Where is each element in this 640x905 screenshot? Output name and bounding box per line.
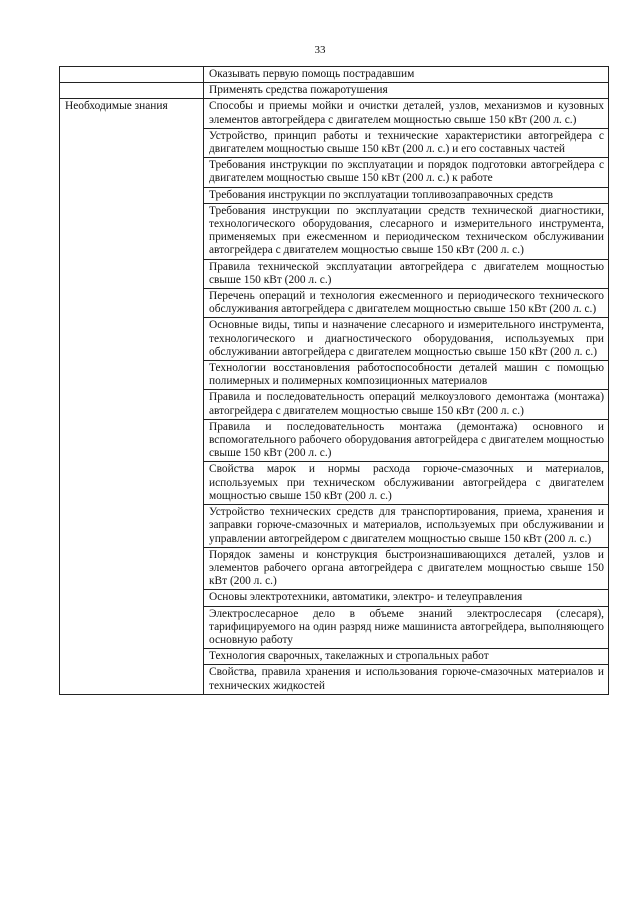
- knowledge-item: Требования инструкции по эксплуатации и порядок подготовки автогрейдера с двигателем мощностью свыше 150 кВт (200 л. с.) к работе: [204, 158, 609, 187]
- table-row: [60, 83, 609, 99]
- knowledge-label: Необходимые знания: [60, 99, 204, 694]
- knowledge-item: Перечень операций и технология ежесменного и периодического технического обслуживания автогрейдера с двигателем мощностью свыше 150 кВт (200 л. с.): [204, 289, 609, 318]
- skill-item: Применять средства пожаротушения: [204, 83, 609, 99]
- knowledge-item: Способы и приемы мойки и очистки деталей, узлов, механизмов и кузовных элементов автогрейдера с двигателем мощностью свыше 150 кВт (200 л. с.): [204, 99, 609, 128]
- knowledge-item: Правила и последовательность монтажа (демонтажа) основного и вспомогательного рабочего оборудования автогрейдера с двигателем мощностью свыше 150 кВт (200 л. с.): [204, 419, 609, 462]
- page-number: 33: [314, 44, 326, 56]
- knowledge-item: Технология сварочных, такелажных и стропальных работ: [204, 649, 609, 665]
- knowledge-item: Правила и последовательность операций мелкоузлового демонтажа (монтажа) автогрейдера с двигателем мощностью свыше 150 кВт (200 л. с.): [204, 390, 609, 419]
- knowledge-item: Основные виды, типы и назначение слесарного и измерительного инструмента, технологического и диагностического оборудования, используемых при обслуживании автогрейдера с двигателем мощностью свыше 150 кВт (200 л. с.): [204, 318, 609, 361]
- knowledge-item: Требования инструкции по эксплуатации топливозаправочных средств: [204, 187, 609, 203]
- table-row: [60, 99, 609, 128]
- table-row: [60, 67, 609, 83]
- knowledge-item: Устройство технических средств для транспортирования, приема, хранения и заправки горюче-смазочных и материалов, используемых при обслуживании и управлении автогрейдером с двигателем мощностью свыше 150 кВт (200 л. с.): [204, 505, 609, 548]
- knowledge-item: Требования инструкции по эксплуатации средств технической диагностики, технологического оборудования, слесарного и измерительного инструмента, применяемых при ежесменном и периодическом техническом обслуживании автогрейдера с двигателем мощностью свыше 150 кВт (200 л. с.): [204, 203, 609, 259]
- empty-label-cell: [60, 67, 204, 83]
- knowledge-item: Основы электротехники, автоматики, электро- и телеуправления: [204, 590, 609, 606]
- knowledge-item: Свойства, правила хранения и использования горюче-смазочных материалов и технических жидкостей: [204, 665, 609, 694]
- knowledge-item: Электрослесарное дело в объеме знаний электрослесаря (слесаря), тарифицируемого на один разряд ниже машиниста автогрейдера, выполняющего основную работу: [204, 606, 609, 649]
- qualification-table: [59, 66, 609, 695]
- skill-item: Оказывать первую помощь пострадавшим: [204, 67, 609, 83]
- empty-label-cell: [60, 83, 204, 99]
- knowledge-item: Технологии восстановления работоспособности деталей машин с помощью полимерных и полимерных композиционных материалов: [204, 361, 609, 390]
- knowledge-item: Правила технической эксплуатации автогрейдера с двигателем мощностью свыше 150 кВт (200 л. с.): [204, 259, 609, 288]
- knowledge-item: Порядок замены и конструкция быстроизнашивающихся деталей, узлов и элементов рабочего органа автогрейдера с двигателем мощностью свыше 150 кВт (200 л. с.): [204, 547, 609, 590]
- knowledge-item: Свойства марок и нормы расхода горюче-смазочных и материалов, используемых при техническом обслуживании автогрейдера с двигателем мощностью свыше 150 кВт (200 л. с.): [204, 462, 609, 505]
- knowledge-item: Устройство, принцип работы и технические характеристики автогрейдера с двигателем мощностью свыше 150 кВт (200 л. с.) и его составных частей: [204, 128, 609, 157]
